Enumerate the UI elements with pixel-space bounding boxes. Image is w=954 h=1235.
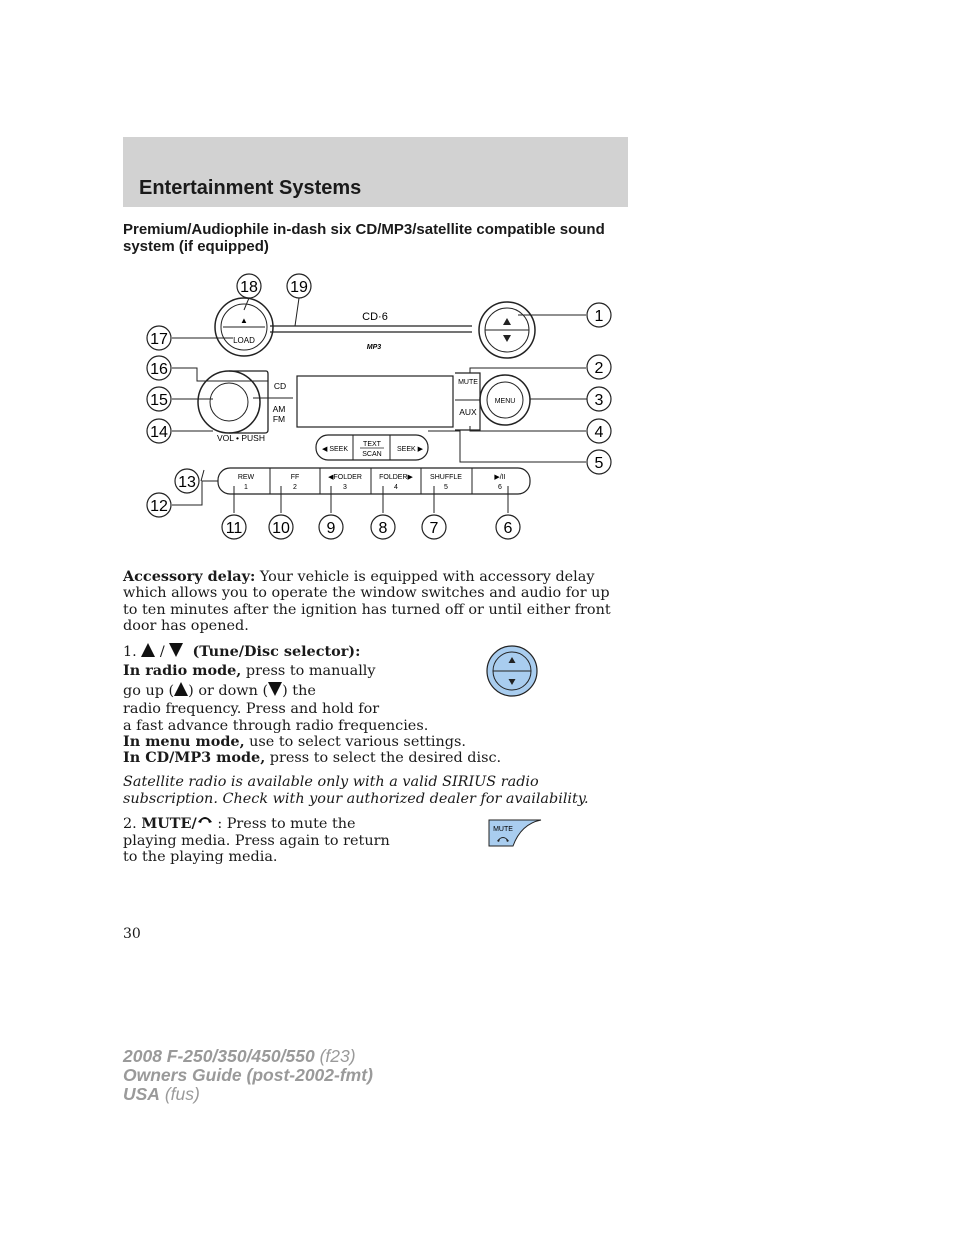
aux-label: AUX [459,407,477,417]
arrow-down-icon [268,682,282,696]
item-1-heading [123,643,360,660]
preset-6-num: 6 [498,484,502,491]
mute-button-icon [487,816,545,848]
tune-disc-selector-icon [485,645,541,699]
item-2-text-a: : Press to mute the [217,816,356,832]
footer-market: USA [123,1084,160,1104]
item-1-slash: / [159,644,165,660]
item-2-line2: playing media. Press again to return [123,833,390,849]
callout-1 [587,303,611,327]
item-1-radio-line3: radio frequency. Press and hold for [123,701,380,717]
fm-label: FM [272,414,286,424]
item-1-number: 1. [123,644,137,660]
callout-3 [587,387,611,411]
mute-label: MUTE [458,379,478,386]
callout-8 [371,515,395,539]
callout-12 [147,493,171,517]
svg-text:6: 6 [503,520,513,537]
svg-text:10: 10 [272,520,290,537]
arrow-down-icon [169,643,183,657]
svg-text:15: 15 [150,392,168,409]
svg-text:18: 18 [240,279,258,296]
svg-text:5: 5 [594,455,604,472]
callout-6 [496,515,520,539]
radio-mode-text-b2: ) or down ( [188,683,269,699]
item-1-cd-mode [123,750,501,766]
menu-mode-label: In menu mode, [123,733,245,750]
svg-text:17: 17 [150,331,168,348]
svg-text:7: 7 [429,520,439,537]
accessory-delay-text: Your vehicle is equipped with accessory delay which allows you to operate the window switches and audio for up to ten minutes after the ignition has turned off or until either front door has opened. [123,569,611,634]
item-1-radio-line2 [123,682,316,699]
preset-5-top: SHUFFLE [430,474,462,481]
callout-2 [587,355,611,379]
footer-market-code: (fus) [159,1084,200,1104]
cd-mode-text: press to select the desired disc. [265,750,502,766]
radio-mode-label: In radio mode, [123,662,242,679]
item-2-title: MUTE/ [141,815,197,832]
item-1-radio-line1 [123,663,376,679]
callout-16 [147,356,171,380]
footer-guide: Owners Guide (post-2002-fmt) [123,1065,373,1085]
radio-mode-text-b3: ) the [282,683,316,699]
arrow-up-icon [141,643,155,657]
subsection-title: Premium/Audiophile in-dash six CD/MP3/satellite compatible sound system (if equipped) [123,221,605,255]
page-number: 30 [123,926,141,942]
load-label: LOAD [233,336,255,345]
footer-model-code: (f23) [314,1046,356,1066]
svg-text:4: 4 [594,424,604,441]
svg-text:1: 1 [594,308,604,325]
svg-text:19: 19 [290,279,308,296]
item-2-number: 2. [123,816,137,832]
svg-text:14: 14 [150,424,168,441]
callout-10 [269,515,293,539]
satellite-note-line1: Satellite radio is available only with a valid SIRIUS radio [123,774,539,790]
eject-label: ▲ [240,316,248,325]
item-1-title: (Tune/Disc selector): [192,643,361,660]
preset-4-top: FOLDER▶ [379,474,413,481]
volume-knob [198,371,260,433]
preset-6-top: ▶/II [494,474,506,481]
svg-text:9: 9 [326,520,336,537]
seek-left-label: ◀ SEEK [321,446,349,453]
preset-1-top: REW [237,474,255,481]
svg-text:11: 11 [225,520,243,537]
callout-7 [422,515,446,539]
menu-mode-text: use to select various settings. [244,734,466,750]
callout-11 [222,515,246,539]
vol-push-label: VOL • PUSH [216,433,266,443]
accessory-delay-paragraph [123,569,623,634]
mp3-label: MP3 [366,344,382,351]
section-title: Entertainment Systems [139,177,362,199]
preset-1-num: 1 [244,484,248,491]
svg-text:2: 2 [594,360,604,377]
preset-2-top: FF [290,474,300,481]
callout-15 [147,387,171,411]
arrow-up-icon [174,682,188,696]
callout-18 [237,274,261,298]
item-1-radio-line4: a fast advance through radio frequencies. [123,718,429,734]
phone-icon [197,815,213,825]
preset-bar [218,468,530,494]
cd-mode-label: In CD/MP3 mode, [123,749,266,766]
preset-4-num: 4 [394,484,398,491]
preset-3-top: ◀FOLDER [328,474,362,481]
cd-label: CD [273,381,287,391]
svg-text:12: 12 [150,498,168,515]
scan-label: SCAN [362,451,382,458]
cd6-label: CD·6 [362,311,388,323]
item-2-line1 [123,815,356,832]
callout-13 [175,469,199,493]
callout-14 [147,419,171,443]
item-2-line3: to the playing media. [123,849,278,865]
radio-mode-text-a: press to manually [241,663,376,679]
am-label: AM [272,404,286,414]
svg-text:3: 3 [594,392,604,409]
accessory-delay-label: Accessory delay: [123,568,256,585]
preset-3-num: 3 [343,484,347,491]
item-1-menu-mode [123,734,466,750]
footer [123,1047,373,1104]
svg-text:8: 8 [378,520,388,537]
menu-label: MENU [494,398,516,405]
mute-icon-label: MUTE [493,826,513,833]
display-window [297,376,453,427]
radio-mode-text-b1: go up ( [123,683,175,699]
text-label: TEXT [363,441,381,448]
preset-2-num: 2 [293,484,297,491]
callout-4 [587,419,611,443]
radio-faceplate-diagram [140,270,620,545]
satellite-note-line2: subscription. Check with your authorized dealer for availability. [123,791,589,807]
callout-5 [587,450,611,474]
svg-text:16: 16 [150,361,168,378]
callout-9 [319,515,343,539]
svg-text:13: 13 [178,474,196,491]
seek-right-label: SEEK ▶ [396,446,424,453]
callout-19 [287,274,311,298]
preset-5-num: 5 [444,484,448,491]
footer-model: 2008 F-250/350/450/550 [123,1046,315,1066]
callout-17 [147,326,171,350]
